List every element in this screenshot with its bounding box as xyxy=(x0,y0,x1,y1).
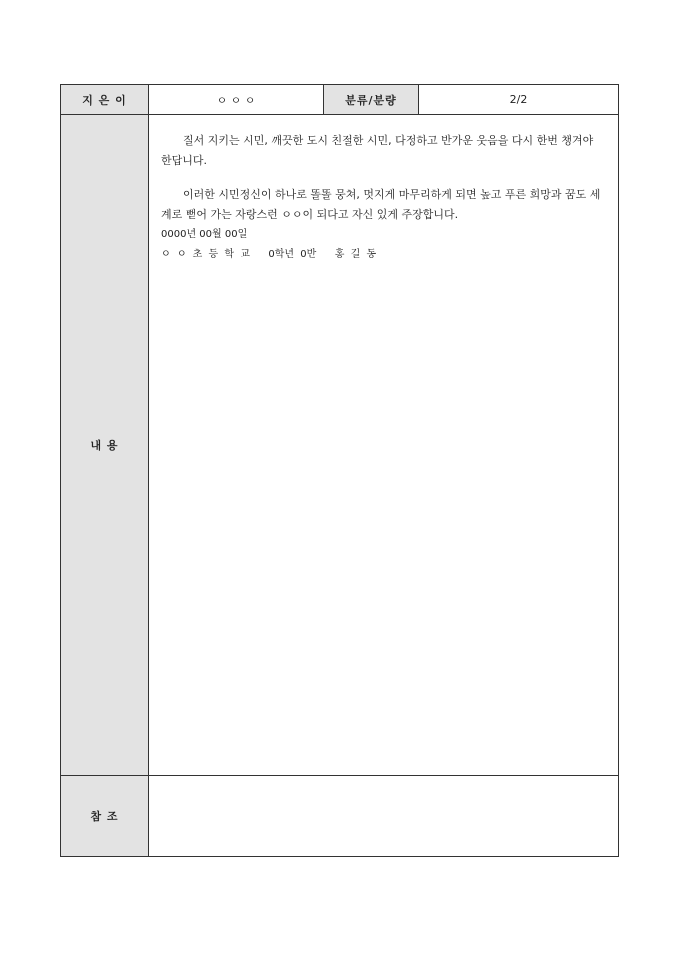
header-row xyxy=(61,85,619,115)
content-row xyxy=(61,115,619,776)
signature-line: ㅇ ㅇ 초 등 학 교 0학년 0반 홍 길 동 xyxy=(161,249,377,260)
paragraph-2: 이러한 시민정신이 하나로 똘똘 뭉쳐, 멋지게 마무리하게 되면 높고 푸른 희망과 꿈도 세계로 뻗어 가는 자랑스런 ㅇㅇ이 되다고 자신 있게 주장합니다. xyxy=(161,188,601,221)
author-label: 지 은 이 xyxy=(61,85,149,115)
form-table xyxy=(60,84,619,857)
author-value: ㅇ ㅇ ㅇ xyxy=(149,85,324,115)
paragraph-1: 질서 지키는 시민, 깨끗한 도시 친절한 시민, 다정하고 반가운 웃음을 다시 한번 챙겨야 한답니다. xyxy=(161,134,594,167)
reference-row xyxy=(61,776,619,857)
category-value: 2/2 xyxy=(419,85,619,115)
date-line: 0000년 00월 00일 xyxy=(161,229,248,240)
content-body xyxy=(149,115,619,776)
reference-value xyxy=(149,776,619,857)
composition-form xyxy=(60,84,618,858)
reference-label: 참 조 xyxy=(61,776,149,857)
content-label: 내 용 xyxy=(61,115,149,776)
category-label: 분류/분량 xyxy=(324,85,419,115)
